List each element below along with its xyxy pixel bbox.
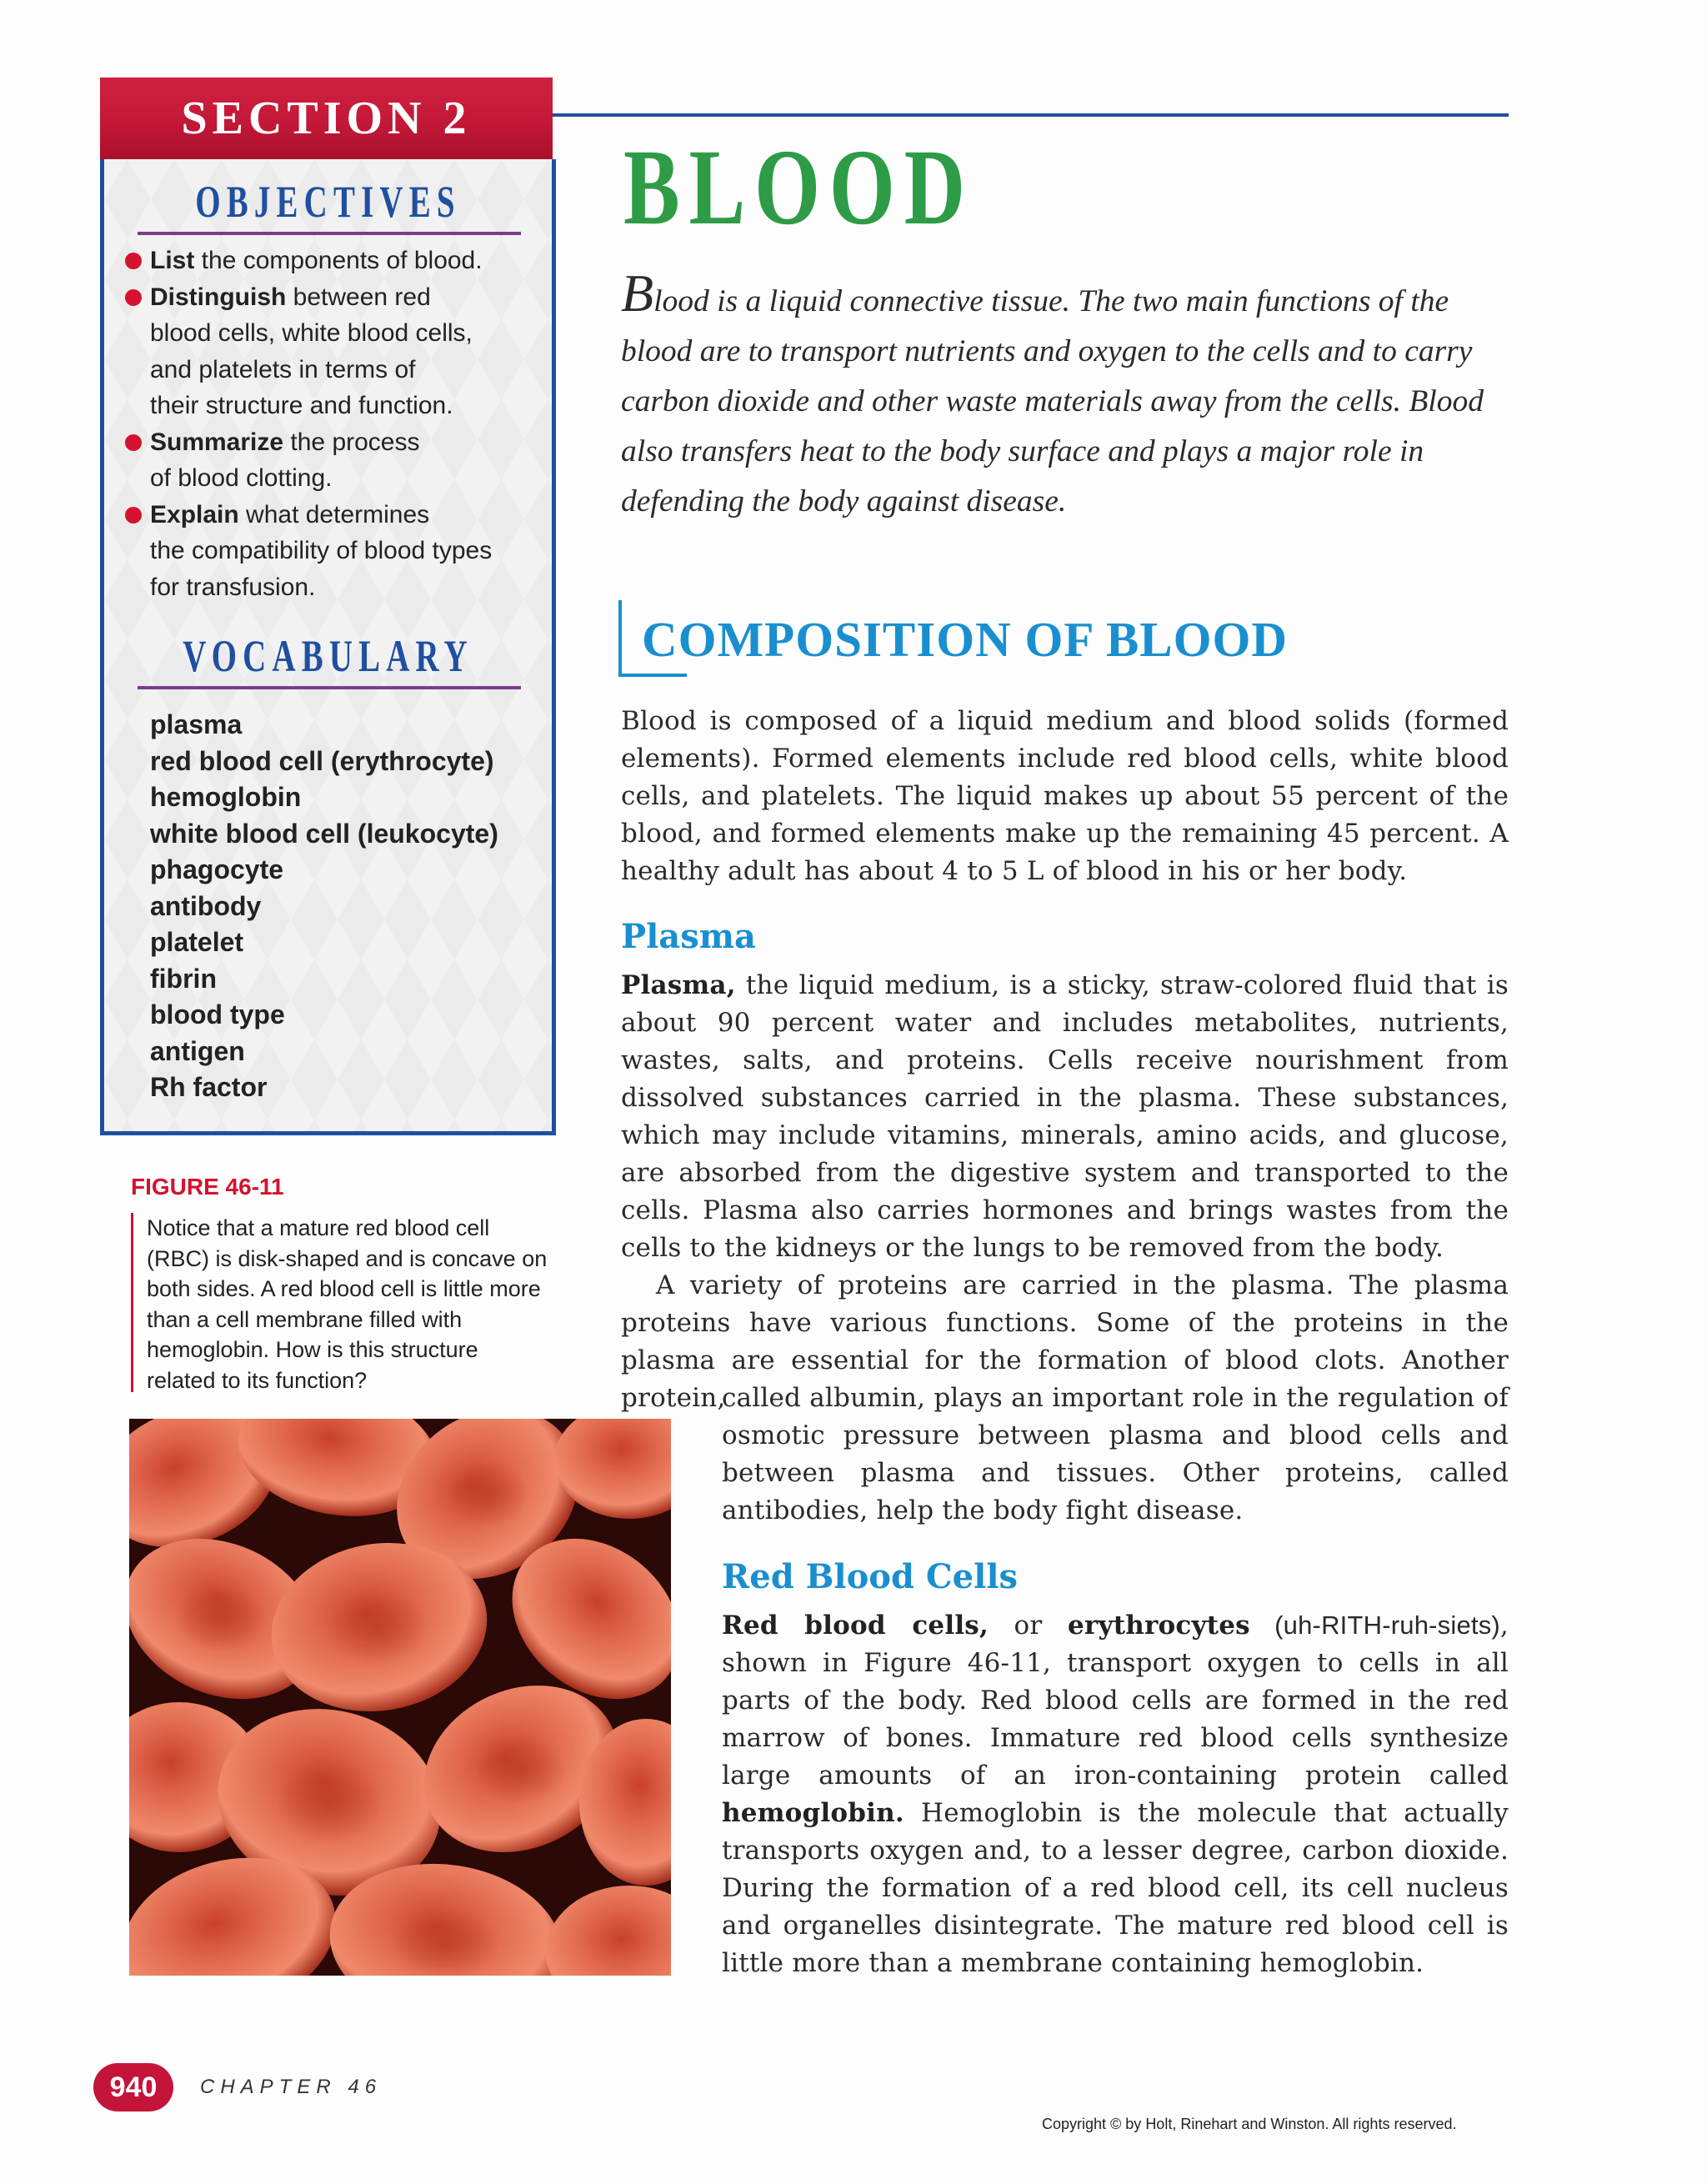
objectives-rule xyxy=(138,232,521,235)
vocab-term: fibrin xyxy=(150,963,217,994)
plasma-paragraph: Plasma, the liquid medium, is a sticky, straw-colored fluid that is about 90 percent water and includes metabolites, nutrients, wastes, salts, and proteins. Cells receive nourishment from dissolved substances carried in the plasma. These substances, which may include vitamins, minerals, amino acids, and glucose, are absorbed from the digestive system and transported to the cells. Plasma also carries hormones and brings wastes from the cells to the kidneys or the lungs to be removed from the body. xyxy=(621,970,1509,1263)
intro-paragraph: Blood is a liquid connective tissue. The two main functions of the blood are to transport nutrients and oxygen to the cells and to carry carbon dioxide and other waste materials away from the cells. Blood also transfers heat to the body surface and plays a major role in defending the body against disease. xyxy=(621,263,1484,518)
vocab-term: Rh factor xyxy=(150,1072,268,1102)
top-rule xyxy=(553,113,1509,117)
bullet-icon xyxy=(125,289,142,306)
composition-heading: COMPOSITION OF BLOOD xyxy=(642,612,1289,667)
drop-cap: B xyxy=(621,263,654,323)
objectives-list xyxy=(125,243,525,605)
rbc-paragraph: Red blood cells, or erythrocytes (uh-RITH-ruh-siets), shown in Figure 46-11, transport oxygen to cells in all parts of the body. Red blood cells are formed in the red marrow of bones. Immature red blood cells synthesize large amounts of an iron-containing protein called hemoglobin. Hemoglobin is the molecule that actually transports oxygen and, to a lesser degree, carbon dioxide. During the formation of a red blood cell, its cell nucleus and organelles disintegrate. The mature red blood cell is little more than a membrane containing hemoglobin. xyxy=(722,1610,1509,1978)
objective-item: Summarize the process of blood clotting. xyxy=(125,424,525,497)
plasma-heading: Plasma xyxy=(621,917,756,956)
vocab-term: phagocyte xyxy=(150,854,284,884)
vocab-term: antibody xyxy=(150,890,262,921)
chapter-label: CHAPTER 46 xyxy=(200,2076,383,2098)
section-tab: SECTION 2 xyxy=(100,78,553,159)
figure-caption: Notice that a mature red blood cell (RBC) is disk-shaped and is concave on both sides. A red blood cell is little more than a cell membrane filled with hemoglobin. How is this structure related to its function? xyxy=(131,1213,548,1392)
bullet-icon xyxy=(125,253,142,269)
heading-bracket xyxy=(618,600,622,677)
heading-bracket-underline xyxy=(618,674,687,677)
rbc-illustration xyxy=(129,1419,671,1976)
bullet-icon xyxy=(125,434,142,451)
vocab-term: platelet xyxy=(150,927,244,957)
page-title: BLOOD xyxy=(623,128,974,248)
copyright-notice: Copyright © by Holt, Rinehart and Winston. All rights reserved. xyxy=(1042,2116,1457,2132)
vocab-term: antigen xyxy=(150,1035,245,1066)
vocab-term: white blood cell (leukocyte) xyxy=(150,818,498,849)
vocabulary-rule xyxy=(138,686,521,689)
figure-label: FIGURE 46-11 xyxy=(131,1174,284,1200)
composition-paragraph: Blood is composed of a liquid medium and blood solids (formed elements). Formed elements include red blood cells, white blood cells, and platelets. The liquid makes up about 55 percent of the blood, and formed elements make up the remaining 45 percent. A healthy adult has about 4 to 5 L of blood in his or her body. xyxy=(621,706,1509,886)
vocab-term: plasma xyxy=(150,709,243,739)
plasma-proteins-continued: called albumin, plays an important role in the regulation of osmotic pressure between plasma and blood cells and between plasma and tissues. Other proteins, called antibodies, help the body fight disease. xyxy=(722,1383,1509,1525)
objectives-box xyxy=(100,159,556,1135)
objective-item: List the components of blood. xyxy=(125,243,525,279)
vocabulary-list xyxy=(150,707,498,1106)
objective-item: Explain what determines the compatibility of blood types for transfusion. xyxy=(125,497,525,606)
plasma-proteins-paragraph: A variety of proteins are carried in the plasma. The plasma proteins have various functions. Some of the proteins in the plasma are essential for the formation of blood clots. Another protein, xyxy=(621,1270,1509,1413)
page-number: 940 xyxy=(93,2063,173,2111)
objectives-heading: OBJECTIVES xyxy=(195,177,461,227)
red-blood-cells-photo xyxy=(129,1419,671,1976)
vocab-term: red blood cell (erythrocyte) xyxy=(150,745,494,776)
vocab-term: blood type xyxy=(150,999,285,1029)
bullet-icon xyxy=(125,507,142,523)
vocabulary-heading: VOCABULARY xyxy=(183,631,473,681)
rbc-heading: Red Blood Cells xyxy=(722,1557,1019,1596)
objective-item: Distinguish between red blood cells, white blood cells, and platelets in terms of their structure and function. xyxy=(125,279,525,424)
vocab-term: hemoglobin xyxy=(150,782,302,812)
